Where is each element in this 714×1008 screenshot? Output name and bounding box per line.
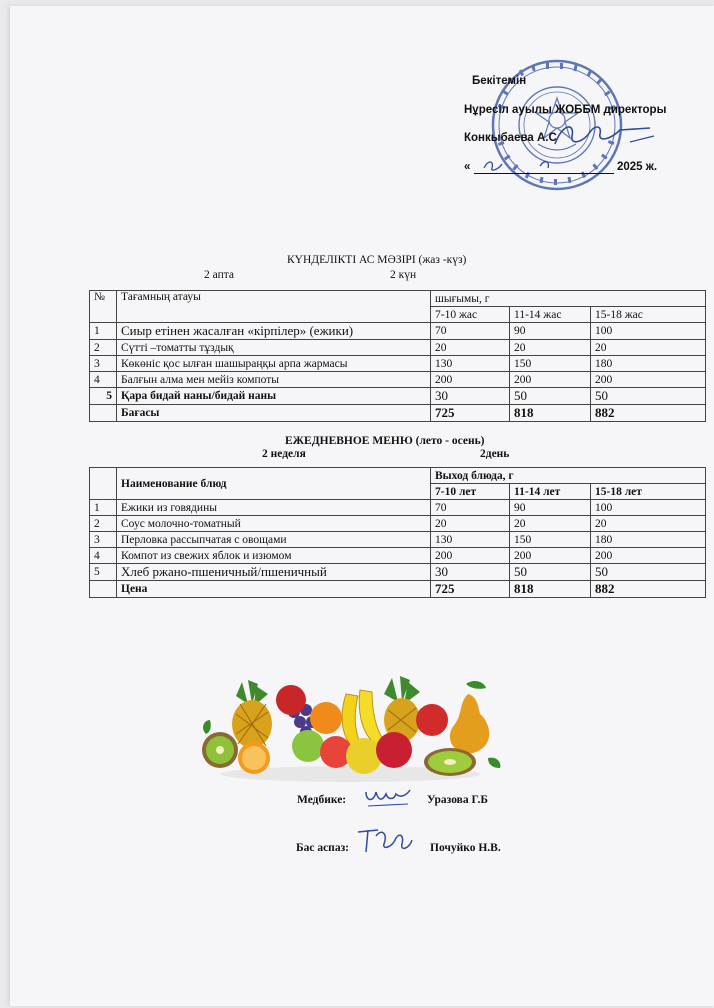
header-num <box>90 468 117 500</box>
table-row <box>90 356 706 372</box>
approval-date-open: « <box>464 161 471 173</box>
pear-icon <box>450 694 489 753</box>
row-value: 130 <box>431 356 510 372</box>
row-value: 100 <box>591 500 706 516</box>
price-value: 882 <box>591 581 706 598</box>
chef-name: Почуйко Н.В. <box>430 842 501 854</box>
ru-menu-table <box>89 467 706 598</box>
ru-menu-title: ЕЖЕДНЕВНОЕ МЕНЮ (лето - осень) <box>285 435 485 447</box>
fruit-illustration <box>196 674 506 786</box>
row-dish: Ежики из говядины <box>117 500 431 516</box>
row-value: 100 <box>591 323 706 340</box>
table-header-row <box>90 291 706 307</box>
row-num <box>90 405 117 422</box>
row-value: 30 <box>431 564 510 581</box>
row-value: 50 <box>591 388 706 405</box>
row-num: 5 <box>90 564 117 581</box>
header-age-2: 11-14 лет <box>510 484 591 500</box>
nurse-label: Медбике: <box>297 794 347 806</box>
price-row <box>90 581 706 598</box>
row-num: 1 <box>90 500 117 516</box>
row-num: 2 <box>90 340 117 356</box>
price-value: 818 <box>510 405 591 422</box>
row-value: 150 <box>510 532 591 548</box>
header-dish-name: Наименование блюд <box>117 468 431 500</box>
row-dish: Сиыр етінен жасалған «кірпілер» (ежики) <box>117 323 431 340</box>
row-value: 200 <box>431 548 510 564</box>
row-value: 130 <box>431 532 510 548</box>
row-num: 2 <box>90 516 117 532</box>
row-dish: Көкөніс қос ылған шашыраңқы арпа жармасы <box>117 356 431 372</box>
row-num: 5 <box>90 388 117 405</box>
date-handwriting <box>480 156 570 174</box>
row-value: 90 <box>510 500 591 516</box>
price-value: 725 <box>431 581 510 598</box>
row-dish: Соус молочно-томатный <box>117 516 431 532</box>
row-dish: Хлеб ржано-пшеничный/пшеничный <box>117 564 431 581</box>
row-dish: Балғын алма мен мейіз компоты <box>117 372 431 388</box>
header-age-3: 15-18 лет <box>591 484 706 500</box>
table-row <box>90 548 706 564</box>
row-value: 70 <box>431 500 510 516</box>
header-age-3: 15-18 жас <box>591 307 706 323</box>
header-age-2: 11-14 жас <box>510 307 591 323</box>
table-row <box>90 532 706 548</box>
header-num: № <box>90 291 117 323</box>
table-row <box>90 372 706 388</box>
approval-director-name: Конкыбаева А.С <box>464 132 557 144</box>
pineapple-right-icon <box>384 676 420 742</box>
pineapple-left-icon <box>232 680 272 748</box>
document-page <box>10 6 714 1006</box>
row-dish: Қара бидай наны/бидай наны <box>117 388 431 405</box>
approval-position: Нұресіл ауылы ЖОББМ директоры <box>464 104 667 116</box>
kz-menu-table <box>89 290 706 422</box>
approval-title: Бекітемін <box>472 75 527 87</box>
header-age-1: 7-10 лет <box>431 484 510 500</box>
table-row <box>90 516 706 532</box>
price-row <box>90 405 706 422</box>
header-yield: шығымы, г <box>431 291 706 307</box>
kz-week: 2 апта <box>204 269 235 281</box>
row-value: 200 <box>591 372 706 388</box>
table-header-row <box>90 468 706 484</box>
ru-day: 2день <box>480 448 510 460</box>
row-value: 20 <box>510 516 591 532</box>
nurse-name: Уразова Г.Б <box>427 794 488 806</box>
row-value: 50 <box>510 388 591 405</box>
chef-signature <box>352 824 416 856</box>
row-value: 50 <box>510 564 591 581</box>
row-value: 150 <box>510 356 591 372</box>
header-yield: Выход блюда, г <box>431 468 706 484</box>
row-value: 20 <box>510 340 591 356</box>
row-value: 200 <box>510 372 591 388</box>
price-value: 818 <box>510 581 591 598</box>
price-value: 725 <box>431 405 510 422</box>
table-row <box>90 564 706 581</box>
table-row <box>90 500 706 516</box>
row-num <box>90 581 117 598</box>
row-value: 20 <box>431 340 510 356</box>
director-signature <box>550 114 660 154</box>
chef-label: Бас аспаз: <box>296 842 350 854</box>
row-num: 4 <box>90 548 117 564</box>
table-row <box>90 388 706 405</box>
row-num: 4 <box>90 372 117 388</box>
price-value: 882 <box>591 405 706 422</box>
orange-icon <box>310 702 342 734</box>
row-value: 200 <box>510 548 591 564</box>
row-value: 20 <box>591 340 706 356</box>
row-value: 200 <box>431 372 510 388</box>
kz-day: 2 күн <box>390 269 417 281</box>
row-value: 20 <box>431 516 510 532</box>
kz-menu-title: КҮНДЕЛІКТІ АС МӘЗІРІ (жаз -күз) <box>287 254 467 266</box>
price-label: Цена <box>117 581 431 598</box>
row-dish: Компот из свежих яблок и изюмом <box>117 548 431 564</box>
row-value: 200 <box>591 548 706 564</box>
row-num: 3 <box>90 356 117 372</box>
row-dish: Сүтті –томатты тұздық <box>117 340 431 356</box>
table-row <box>90 340 706 356</box>
row-value: 50 <box>591 564 706 581</box>
row-value: 180 <box>591 532 706 548</box>
row-value: 30 <box>431 388 510 405</box>
row-dish: Перловка рассыпчатая с овощами <box>117 532 431 548</box>
row-value: 70 <box>431 323 510 340</box>
row-value: 180 <box>591 356 706 372</box>
row-value: 90 <box>510 323 591 340</box>
row-num: 1 <box>90 323 117 340</box>
row-value: 20 <box>591 516 706 532</box>
header-dish-name: Тағамның атауы <box>117 291 431 323</box>
apple-icon <box>276 685 306 715</box>
header-age-1: 7-10 жас <box>431 307 510 323</box>
table-row <box>90 323 706 340</box>
approval-date-year: 2025 ж. <box>617 161 658 173</box>
nurse-signature <box>362 784 414 810</box>
ru-week: 2 неделя <box>262 448 306 460</box>
price-label: Бағасы <box>117 405 431 422</box>
row-num: 3 <box>90 532 117 548</box>
